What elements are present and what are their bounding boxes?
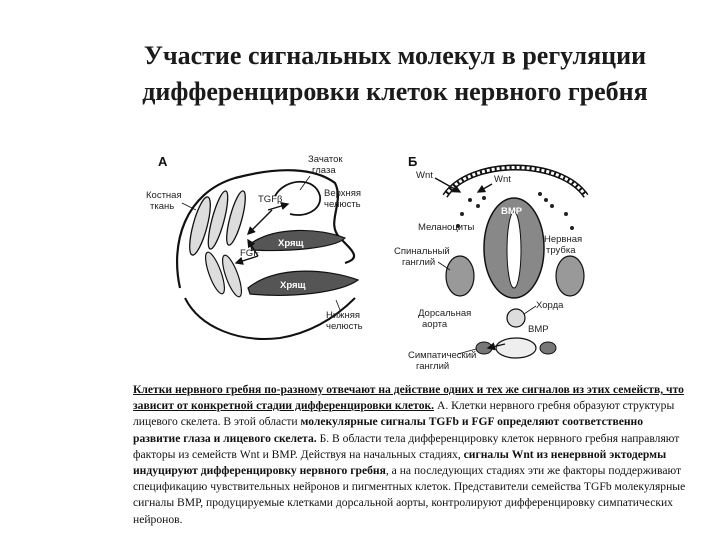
ectoderm-arc-pattern [445,168,586,197]
label-bmp-bottom: BMP [528,324,549,335]
label-spinal-2: ганглий [402,257,436,268]
sympathetic-ganglion-right [540,342,556,354]
label-symp-1: Симпатический [408,350,477,361]
caption-text-2: Б. В области тела дифференцировку клеток нервного гребня направляют факторы из семейств Wnt и BMP. Действуя на начальных стадиях, [133,431,680,461]
chorda [507,309,525,327]
label-fgf: FGF [240,248,259,259]
caption-highlight-3: сигналы Wnt из ненервной эктодермы индуцируют дифференцировку нервного гребня [133,447,667,478]
ectoderm-arc [445,168,586,197]
wnt-arrow-mid [478,184,492,192]
label-neural-tube-1: Нервная [544,234,583,245]
label-bone-1: Костная [146,190,182,201]
caption-text-1: А. Клетки нервного гребня образуют структуры лицевого скелета. В этой области [133,399,675,429]
panel-b-letter: Б [408,154,418,169]
label-aorta-1: Дорсальная [418,308,472,319]
label-bone-2: ткань [150,201,175,212]
label-chorda: Хорда [536,300,564,311]
leader-line [336,300,340,310]
title-line-2: дифференцировки клеток нервного гребня [142,77,648,106]
label-eye-2: глаза [312,165,336,176]
caption-highlight-1: Клетки нервного гребня по-разному отвечают на действие одних и тех же сигналов из этих семейств, что зависит от конкретной стадии дифференцировки клеток. [133,383,684,413]
panel-b [394,154,586,372]
figure-diagram [140,148,590,376]
label-lower-jaw-1: Нижняя [326,310,361,321]
neural-tube-lumen [507,212,521,288]
leader-line [524,306,536,314]
figure-caption [133,382,693,528]
label-upper-jaw-2: челюсть [324,199,361,210]
label-eye-1: Зачаток [308,154,343,165]
bmp-top-label: BMP [501,206,523,217]
label-symp-2: ганглий [416,361,450,372]
page-title [0,38,720,110]
label-lower-jaw-2: челюсть [326,321,363,332]
cartilage-upper-label: Хрящ [278,238,304,249]
label-wnt-mid: Wnt [494,174,511,185]
title-line-1: Участие сигнальных молекул в регуляции [143,41,647,70]
label-wnt-left: Wnt [416,170,433,181]
caption-highlight-2: молекулярные сигналы TGFb и FGF определяют соответственно развитие глаза и лицевого скелета. [133,415,644,445]
label-tgf: TGFβ [258,194,283,205]
label-upper-jaw-1: Верхняя [324,188,362,199]
label-melanocytes: Меланоциты [418,222,475,233]
spinal-ganglion-right [556,256,584,296]
cartilage-lower-label: Хрящ [280,280,306,291]
panel-a [146,154,363,339]
label-aorta-2: аорта [422,319,448,330]
label-neural-tube-2: трубка [546,245,576,256]
panel-a-letter: А [158,154,168,169]
spinal-ganglion [446,256,474,296]
tgf-arrow [248,210,272,234]
dorsal-aorta [496,338,536,358]
label-spinal-1: Спинальный [394,246,450,257]
caption-text-3: , а на последующих стадиях эти же факторы поддерживают спецификацию чувствительных нейронов и пигментных клеток. Представители семейства TGFb молекулярные сигналы BMP, продуцируемые клетками дорсальной аорты, контролируют дифференцировку симпатических нейронов. [133,464,686,526]
